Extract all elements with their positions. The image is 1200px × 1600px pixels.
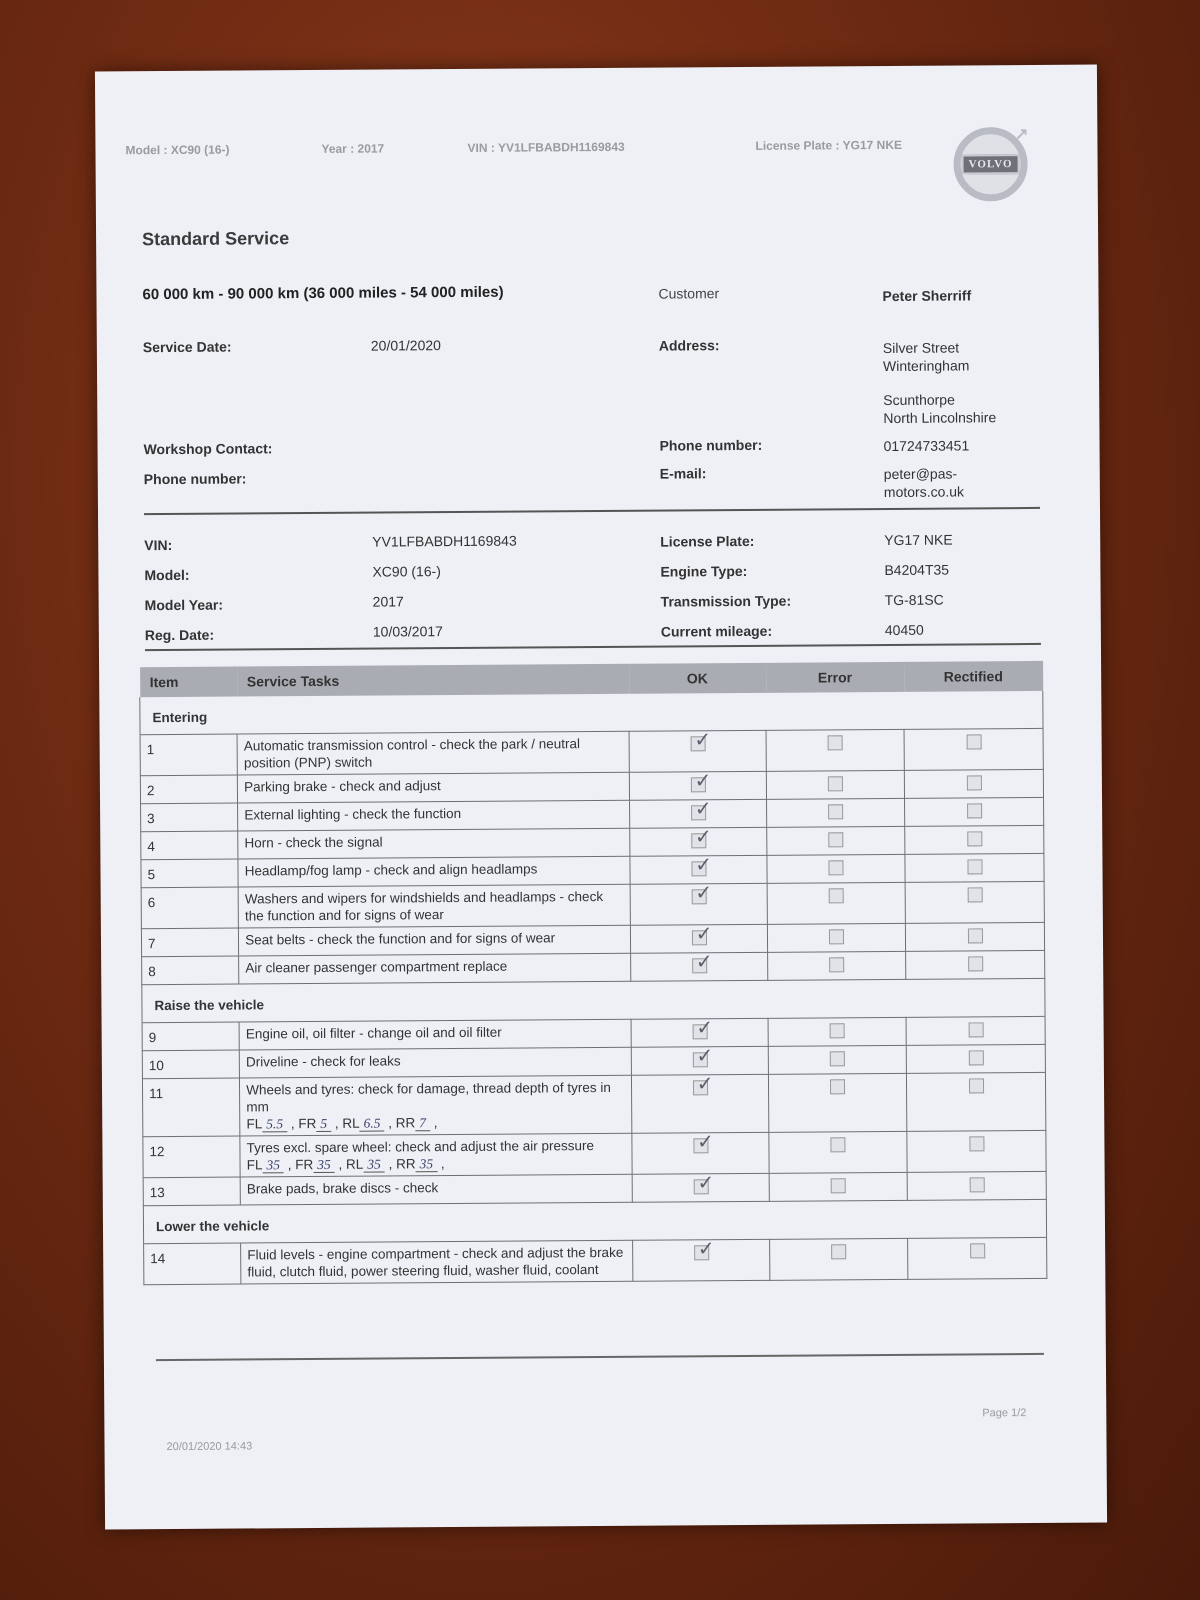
- error-cell: [768, 951, 906, 980]
- pressure-rl-label: RL: [345, 1156, 364, 1172]
- ok-checkbox[interactable]: [691, 852, 713, 877]
- ok-checkbox[interactable]: [692, 1043, 714, 1068]
- task-description: Air cleaner passenger compartment replace: [245, 958, 508, 976]
- task-description: Parking brake - check and adjust: [244, 778, 441, 795]
- rectified-cell: [907, 1072, 1046, 1131]
- pressure-rl-value: 35: [363, 1157, 385, 1173]
- section-row: [140, 691, 1043, 735]
- item-number: 11: [142, 1078, 240, 1137]
- ok-checkbox[interactable]: [692, 1015, 714, 1040]
- task-description: Headlamp/fog lamp - check and align headlamps: [244, 861, 538, 879]
- model-year-value: 2017: [372, 593, 404, 610]
- rectified-checkbox[interactable]: [968, 956, 983, 971]
- email-line-1: peter@pas-: [883, 465, 958, 483]
- email-label: E-mail:: [659, 465, 707, 482]
- error-checkbox[interactable]: [830, 1079, 845, 1094]
- check-mark-icon: ✓: [694, 768, 712, 793]
- section-title: Entering: [140, 691, 1043, 735]
- task-cell: [238, 772, 630, 803]
- table-row: [141, 881, 1044, 928]
- ok-cell: [633, 1236, 771, 1281]
- workshop-phone-label: Phone number:: [143, 470, 247, 488]
- engine-value: B4204T35: [884, 561, 950, 579]
- check-mark-icon: ✓: [696, 1015, 714, 1040]
- vin-label: VIN:: [144, 536, 173, 554]
- table-row: [144, 1237, 1047, 1284]
- ok-cell: [632, 1170, 770, 1202]
- rectified-cell: [907, 1130, 1046, 1172]
- task-description: Automatic transmission control - check the park / neutral position (PNP) switch: [243, 736, 581, 771]
- header-bar: [125, 137, 965, 158]
- address-label: Address:: [658, 337, 720, 354]
- tread-fr-value: 5: [316, 1116, 331, 1132]
- task-cell: [240, 1174, 632, 1205]
- divider: [156, 1353, 1044, 1361]
- mileage-value: 40450: [884, 621, 924, 639]
- service-date-label: Service Date:: [142, 338, 232, 356]
- check-mark-icon: ✓: [696, 1071, 714, 1096]
- email-line-2: motors.co.uk: [883, 483, 965, 501]
- plate-value: YG17 NKE: [884, 531, 953, 549]
- model-year-label: Model Year:: [144, 596, 224, 614]
- item-number: 13: [143, 1177, 240, 1206]
- error-checkbox[interactable]: [831, 1178, 846, 1193]
- task-description: Driveline - check for leaks: [245, 1053, 401, 1070]
- error-checkbox[interactable]: [831, 1244, 846, 1259]
- rectified-cell: [905, 825, 1044, 854]
- ok-checkbox[interactable]: [691, 824, 712, 849]
- address-line-4: North Lincolnshire: [883, 409, 997, 427]
- divider: [144, 507, 1040, 515]
- error-cell: [767, 854, 905, 883]
- task-description: Seat belts - check the function and for signs of wear: [245, 930, 556, 948]
- task-description: Brake pads, brake discs - check: [246, 1180, 439, 1197]
- error-checkbox[interactable]: [831, 1137, 846, 1152]
- ok-checkbox[interactable]: [693, 1129, 714, 1154]
- rectified-checkbox[interactable]: [968, 1022, 983, 1037]
- section-title: Raise the vehicle: [142, 978, 1045, 1022]
- task-cell: [238, 828, 630, 859]
- item-number: 4: [141, 831, 238, 860]
- task-description: Tyres excl. spare wheel: check and adjust the air pressure: [246, 1138, 595, 1156]
- task-description: Wheels and tyres: check for damage, thread depth of tyres in mm: [246, 1079, 611, 1115]
- ok-cell: [631, 949, 769, 981]
- ok-checkbox[interactable]: [691, 880, 713, 905]
- check-mark-icon: ✓: [695, 949, 713, 974]
- ok-checkbox[interactable]: [692, 949, 713, 974]
- check-mark-icon: ✓: [694, 796, 712, 821]
- ok-cell: [632, 1129, 770, 1174]
- task-cell: [238, 800, 630, 831]
- print-datetime: 20/01/2020 14:43: [166, 1440, 253, 1454]
- rectified-checkbox[interactable]: [967, 887, 982, 902]
- engine-label: Engine Type:: [660, 562, 748, 580]
- col-item: Item: [140, 667, 237, 698]
- rectified-checkbox[interactable]: [969, 1177, 984, 1192]
- rectified-checkbox[interactable]: [968, 1050, 983, 1065]
- task-cell: [240, 1075, 632, 1136]
- rectified-checkbox[interactable]: [968, 928, 983, 943]
- mileage-label: Current mileage:: [660, 622, 773, 640]
- ok-checkbox[interactable]: [691, 768, 712, 793]
- rectified-checkbox[interactable]: [967, 831, 982, 846]
- ok-cell: [629, 727, 767, 772]
- reg-date-value: 10/03/2017: [372, 623, 443, 640]
- error-cell: [767, 798, 905, 827]
- header-vin: VIN : YV1LFBABDH1169843: [467, 139, 625, 155]
- divider: [145, 643, 1041, 651]
- reg-date-label: Reg. Date:: [144, 626, 215, 644]
- error-checkbox[interactable]: [828, 804, 843, 819]
- header-plate: License Plate : YG17 NKE: [755, 137, 903, 153]
- section-row: [143, 1199, 1046, 1243]
- rectified-checkbox[interactable]: [966, 775, 981, 790]
- item-number: 7: [141, 928, 238, 957]
- rectified-cell: [905, 769, 1044, 798]
- check-mark-icon: ✓: [694, 727, 712, 752]
- error-cell: [769, 1073, 907, 1132]
- check-mark-icon: ✓: [695, 921, 713, 946]
- task-cell: [239, 1019, 631, 1050]
- section-row: [142, 978, 1045, 1022]
- rectified-checkbox[interactable]: [966, 734, 981, 749]
- rectified-cell: [906, 950, 1045, 979]
- tread-rl-label: RL: [342, 1115, 360, 1131]
- pressure-rr-value: 35: [416, 1156, 438, 1172]
- item-number: 3: [141, 803, 238, 832]
- ok-checkbox[interactable]: [693, 1071, 714, 1096]
- col-ok: OK: [629, 663, 767, 694]
- item-number: 8: [142, 956, 239, 985]
- error-cell: [770, 1172, 908, 1201]
- error-cell: [769, 1131, 907, 1173]
- error-cell: [768, 923, 906, 952]
- check-mark-icon: ✓: [697, 1170, 715, 1195]
- task-cell: [239, 1047, 631, 1078]
- pressure-fl-label: FL: [246, 1157, 263, 1173]
- task-description: Washers and wipers for windshields and headlamps - check the function and for signs of wear: [244, 888, 604, 924]
- address-line-3: Scunthorpe: [883, 391, 955, 409]
- item-number: 14: [144, 1243, 241, 1285]
- pressure-readings: FL 35 , FR 35 , RL 35 , RR 35 ,: [246, 1156, 445, 1173]
- rectified-cell: [905, 797, 1044, 826]
- rectified-cell: [906, 1044, 1045, 1073]
- address-line-1: Silver Street: [882, 339, 960, 357]
- header-model: Model : XC90 (16-): [125, 142, 230, 158]
- logo-text: VOLVO: [962, 154, 1020, 174]
- tread-fr-label: FR: [298, 1115, 317, 1132]
- rectified-cell: [905, 853, 1044, 882]
- error-cell: [767, 770, 905, 799]
- tread-rl-value: 6.5: [360, 1116, 385, 1132]
- error-checkbox[interactable]: [829, 860, 844, 875]
- error-checkbox[interactable]: [828, 776, 843, 791]
- rectified-checkbox[interactable]: [969, 1078, 984, 1093]
- model-label: Model:: [144, 566, 190, 584]
- rectified-cell: [904, 728, 1043, 770]
- col-task: Service Tasks: [237, 664, 629, 697]
- error-cell: [768, 1017, 906, 1046]
- pressure-rr-label: RR: [396, 1156, 416, 1172]
- col-error: Error: [766, 662, 904, 693]
- service-date: 20/01/2020: [370, 337, 441, 354]
- customer-label: Customer: [658, 285, 720, 302]
- item-number: 5: [141, 859, 238, 888]
- service-sheet: [95, 65, 1107, 1530]
- table-body: [140, 691, 1047, 1285]
- customer-phone: 01724733451: [883, 437, 970, 455]
- check-mark-icon: ✓: [695, 852, 713, 877]
- table-row: [143, 1130, 1046, 1177]
- workshop-contact-label: Workshop Contact:: [143, 440, 273, 458]
- tread-fl-label: FL: [246, 1116, 263, 1132]
- vin-value: YV1LFBABDH1169843: [372, 532, 517, 550]
- ok-checkbox[interactable]: [692, 921, 713, 946]
- model-value: XC90 (16-): [372, 563, 441, 580]
- rectified-cell: [905, 881, 1044, 923]
- task-cell: [239, 953, 631, 984]
- service-tasks-table: [139, 661, 1047, 1285]
- check-mark-icon: ✓: [694, 824, 712, 849]
- col-rectified: Rectified: [904, 661, 1043, 692]
- address-line-2: Winteringham: [882, 357, 970, 375]
- error-checkbox[interactable]: [829, 929, 844, 944]
- task-cell: [237, 731, 629, 775]
- error-cell: [769, 1045, 907, 1074]
- transmission-label: Transmission Type:: [660, 592, 792, 610]
- table-row: [140, 728, 1043, 775]
- error-checkbox[interactable]: [829, 888, 844, 903]
- volvo-logo-icon: ↗ VOLVO: [953, 127, 1028, 202]
- tread-rr-label: RR: [395, 1115, 416, 1131]
- rectified-checkbox[interactable]: [969, 1136, 984, 1151]
- error-checkbox[interactable]: [829, 957, 844, 972]
- error-cell: [770, 1238, 908, 1280]
- error-cell: [766, 729, 904, 771]
- ok-checkbox[interactable]: [691, 796, 712, 821]
- check-mark-icon: ✓: [697, 1236, 715, 1261]
- error-cell: [767, 882, 905, 924]
- table-row: [142, 1072, 1045, 1136]
- item-number: 6: [141, 887, 238, 929]
- rectified-cell: [907, 1171, 1046, 1200]
- pressure-fr-label: FR: [295, 1157, 314, 1173]
- item-number: 10: [142, 1050, 239, 1079]
- item-number: 1: [140, 734, 237, 776]
- section-title: Lower the vehicle: [143, 1199, 1046, 1243]
- task-cell: [238, 856, 630, 887]
- customer-name: Peter Sherriff: [882, 287, 972, 305]
- rectified-checkbox[interactable]: [970, 1243, 985, 1258]
- page-title: Standard Service: [142, 228, 290, 250]
- check-mark-icon: ✓: [697, 1129, 714, 1154]
- error-checkbox[interactable]: [828, 735, 843, 750]
- item-number: 2: [140, 775, 237, 804]
- tread-readings: FL 5.5 , FR 5 , RL 6.5 , RR 7 ,: [246, 1115, 438, 1132]
- pressure-fr-value: 35: [313, 1157, 335, 1173]
- ok-cell: [630, 880, 768, 925]
- task-description: Engine oil, oil filter - change oil and oil filter: [245, 1024, 502, 1042]
- task-cell: [238, 884, 630, 928]
- ok-checkbox[interactable]: [693, 1170, 715, 1195]
- rectified-checkbox[interactable]: [967, 803, 982, 818]
- pressure-fl-value: 35: [262, 1157, 284, 1173]
- tread-rr-value: 7: [415, 1115, 430, 1131]
- task-cell: [240, 1133, 632, 1177]
- rectified-checkbox[interactable]: [967, 859, 982, 874]
- transmission-value: TG-81SC: [884, 591, 944, 609]
- task-description: Horn - check the signal: [244, 834, 383, 851]
- task-cell: [241, 1240, 633, 1284]
- error-checkbox[interactable]: [829, 832, 844, 847]
- header-year: Year : 2017: [321, 141, 385, 156]
- page-number: Page 1/2: [982, 1407, 1027, 1420]
- check-mark-icon: ✓: [695, 880, 713, 905]
- ok-checkbox[interactable]: [694, 1236, 715, 1261]
- check-mark-icon: ✓: [696, 1043, 714, 1068]
- rectified-cell: [906, 1016, 1045, 1045]
- item-number: 12: [143, 1136, 240, 1178]
- customer-phone-label: Phone number:: [659, 436, 763, 454]
- task-description: External lighting - check the function: [244, 805, 462, 823]
- service-interval: 60 000 km - 90 000 km (36 000 miles - 54 000 miles): [142, 283, 504, 304]
- rectified-cell: [908, 1237, 1047, 1279]
- item-number: 9: [142, 1022, 239, 1051]
- task-description: Fluid levels - engine compartment - check and adjust the brake fluid, clutch fluid, power steering fluid, washer fluid, coolant: [247, 1244, 624, 1280]
- error-checkbox[interactable]: [830, 1051, 845, 1066]
- task-cell: [239, 925, 631, 956]
- ok-checkbox[interactable]: [690, 727, 712, 752]
- tread-fl-value: 5.5: [262, 1116, 287, 1132]
- ok-cell: [631, 1071, 769, 1133]
- plate-label: License Plate:: [660, 532, 755, 550]
- error-cell: [767, 826, 905, 855]
- error-checkbox[interactable]: [830, 1023, 845, 1038]
- rectified-cell: [906, 922, 1045, 951]
